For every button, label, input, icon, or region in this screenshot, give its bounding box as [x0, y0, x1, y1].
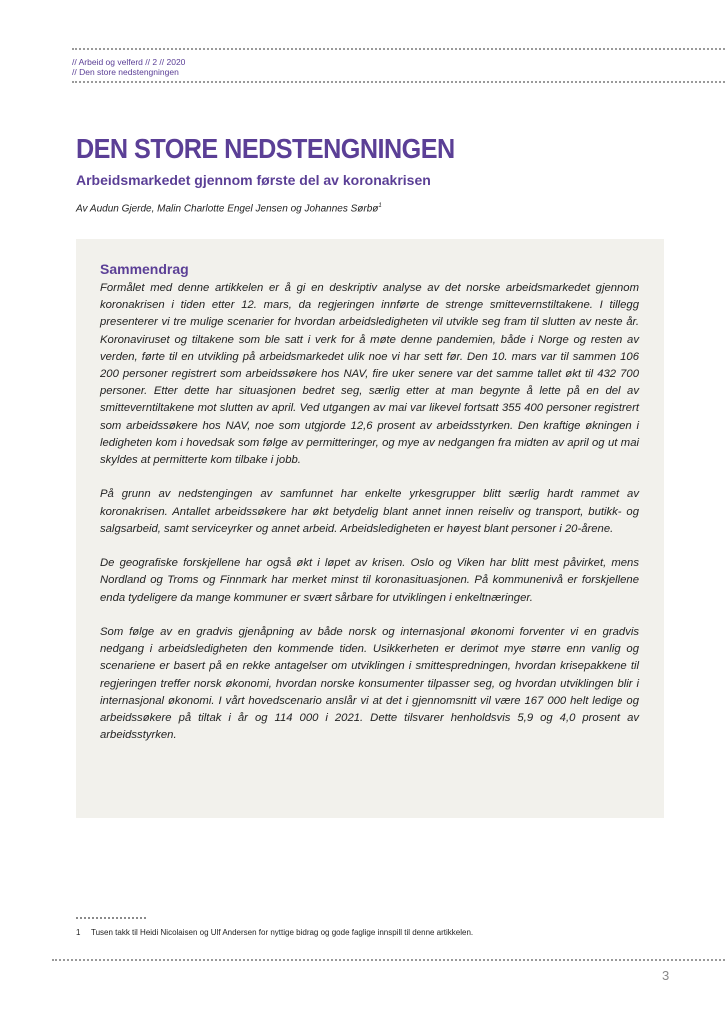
- summary-paragraph: Formålet med denne artikkelen er å gi en deskriptiv analyse av det norske arbeidsmarkedet gjennom koronakrisen i tiden etter 12. mars, da regjeringen innførte de strenge smittevernstiltakene. I tillegg presenterer vi tre mulige scenarier for hvordan arbeidsledigheten vil utvikle seg fram til slutten av neste år. Koronaviruset og tiltakene som ble satt i verk for å møte denne pandemien, både i Norge og resten av verden, førte til en utvikling på arbeidsmarkedet ulik noe vi har sett før. Den 10. mars var til sammen 106 200 personer registrert som arbeidssøkere hos NAV, fire uker senere var det samme tallet økt til 432 700 personer. Etter dette har situasjonen bedret seg, særlig etter at man begynte å lette på en del av smitteverntiltakene mot slutten av april. Ved utgangen av mai var likevel fortsatt 355 400 personer registrert som arbeidssøkere hos NAV, noe som utgjorde 12,6 prosent av arbeidsstyrken. Den kraftige økningen i ledigheten kom i hovedsak som følge av permitteringer, og mye av nedgangen fra midten av april og ut mai skyldes at permitterte kom tilbake i jobb.: [100, 282, 639, 467]
- header-bottom-dotted-rule: [72, 81, 725, 83]
- footer-dotted-rule: [52, 959, 725, 961]
- top-dotted-rule: [72, 48, 725, 50]
- summary-body: [100, 280, 639, 744]
- footnote-separator: [76, 917, 146, 919]
- author-names: Av Audun Gjerde, Malin Charlotte Engel Jensen og Johannes Sørbø: [76, 203, 379, 215]
- summary-heading: Sammendrag: [100, 261, 189, 277]
- article-title: DEN STORE NEDSTENGNINGEN: [76, 133, 455, 164]
- page-number: 3: [662, 968, 670, 983]
- footnote: [76, 928, 473, 937]
- article-subtitle: Arbeidsmarkedet gjennom første del av koronakrisen: [76, 172, 431, 188]
- running-header-article: // Den store nedstengningen: [72, 67, 179, 77]
- author-line: [76, 203, 382, 214]
- footnote-reference: 1: [378, 203, 382, 209]
- summary-paragraph: På grunn av nedstengingen av samfunnet har enkelte yrkesgrupper blitt særlig hardt rammet av koronakrisen. Antallet arbeidssøkere har økt betydelig blant annet innen reiseliv og transport, butikk- og salgsarbeid, samt serviceyrker og annet arbeid. Arbeidsledigheten er høyest blant personer i 20-årene.: [100, 488, 639, 535]
- running-header-journal: // Arbeid og velferd // 2 // 2020: [72, 57, 186, 67]
- summary-box: [76, 239, 664, 818]
- footnote-text: Tusen takk til Heidi Nicolaisen og Ulf Andersen for nyttige bidrag og gode faglige innspill til denne artikkelen.: [91, 928, 474, 937]
- summary-paragraph: Som følge av en gradvis gjenåpning av både norsk og internasjonal økonomi forventer vi en gradvis nedgang i arbeidsledigheten den kommende tiden. Usikkerheten er derimot mye større enn vanlig og scenariene er basert på en rekke antagelser om utviklingen i smittespredningen, hvordan krisepakkene til regjeringen treffer norsk økonomi, hvordan norske konsumenter tilpasser seg, og hvordan utviklingen blir i internasjonal økonomi. I vårt hovedscenario anslår vi at det i gjennomsnitt vil være 167 000 helt ledige og arbeidssøkere på tiltak i år og 114 000 i 2021. Dette tilsvarer henholdsvis 5,9 og 4,0 prosent av arbeidsstyrken.: [100, 626, 639, 742]
- footnote-number: 1: [76, 928, 81, 937]
- summary-paragraph: De geografiske forskjellene har også økt i løpet av krisen. Oslo og Viken har blitt mest påvirket, mens Nordland og Troms og Finnmark har merket minst til koronasituasjonen. På kommunenivå er forskjellene enda tydeligere da mange kommuner er svært sårbare for utviklingen i enkeltnæringer.: [100, 557, 639, 604]
